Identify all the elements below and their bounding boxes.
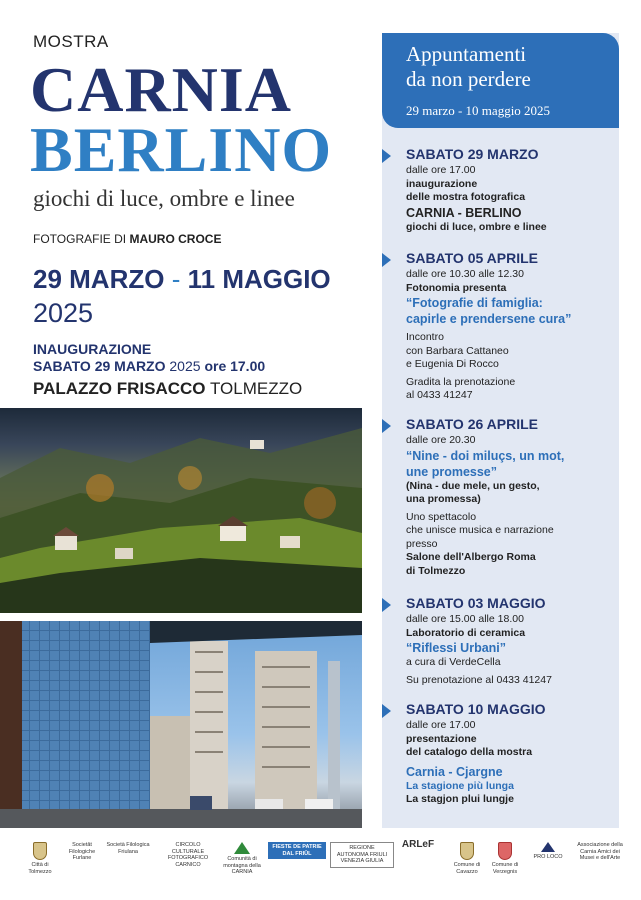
event-line: La stagjon plui lungje <box>406 793 514 805</box>
event-details <box>406 268 616 403</box>
date-end: 11 MAGGIO <box>187 264 331 294</box>
event-line: presso <box>406 537 438 550</box>
event-line: a cura di VerdeCella <box>406 656 501 668</box>
event-line: Incontro <box>406 331 444 343</box>
event-details <box>406 719 616 807</box>
arrow-marker-icon <box>382 704 391 718</box>
village-illustration <box>0 408 362 613</box>
logo-label: ARLeF <box>401 839 435 850</box>
logo-label: Società Filologica Friulana <box>106 842 150 855</box>
subtitle: giochi di luce, ombre e linee <box>33 186 295 211</box>
event-line: Salone dell'Albergo Roma <box>406 551 536 563</box>
event-line: una promessa) <box>406 493 481 505</box>
event-details <box>406 434 616 578</box>
mostra-label: MOSTRA <box>33 32 109 51</box>
event-details <box>406 164 616 234</box>
event-line: che unisce musica e narrazione <box>406 524 554 536</box>
logo-regione-fvg <box>330 842 394 868</box>
event-time: dalle ore 15.00 alle 18.00 <box>406 613 524 625</box>
logo-label: Comune di Cavazzo <box>453 862 481 875</box>
event-line: La stagione più lunga <box>406 779 514 792</box>
logo-sff <box>62 842 102 862</box>
panel-title-line2: da non perdere <box>406 67 531 91</box>
exhibition-year: 2025 <box>33 298 94 328</box>
venue-city: TOLMEZZO <box>209 379 303 398</box>
event-line: delle mostra fotografica <box>406 191 526 203</box>
event-line: con Barbara Cattaneo <box>406 344 509 357</box>
photographer-name: MAURO CROCE <box>129 232 222 246</box>
event-date: SABATO 05 APRILE <box>406 250 538 266</box>
event-line: (Nina - due mele, un gesto, <box>406 479 540 492</box>
logo-label: CIRCOLO CULTURALE FOTOGRAFICO CARNICO <box>167 842 209 868</box>
title-berlino: BERLINO <box>30 114 333 185</box>
crest-icon <box>33 842 47 860</box>
event-details <box>406 613 616 687</box>
event-line: del catalogo della mostra <box>406 746 533 758</box>
event-line: Carnia - Cjargne <box>406 764 503 779</box>
event-line: Uno spettacolo <box>406 510 477 523</box>
event-line: e Eugenia Di Rocco <box>406 358 499 370</box>
crest-icon <box>498 842 512 860</box>
arrow-marker-icon <box>382 598 391 612</box>
sponsor-logos <box>0 839 641 892</box>
exhibition-dates <box>33 264 331 295</box>
event-line: “Nine - doi miluçs, un mot, <box>406 448 565 463</box>
event-line: al 0433 41247 <box>406 389 473 401</box>
logo-label: Societât Filologiche Furlane <box>68 842 96 861</box>
arrow-marker-icon <box>382 253 391 267</box>
photo-prefix: FOTOGRAFIE DI <box>33 232 127 246</box>
event-line: inaugurazione <box>406 177 478 190</box>
inauguration-year: 2025 <box>169 358 201 374</box>
logo-fieste-patrie <box>268 842 326 859</box>
logo-circolo-fotografico <box>160 842 216 868</box>
inauguration-day: SABATO 29 MARZO <box>33 358 166 374</box>
event-date: SABATO 03 MAGGIO <box>406 595 546 611</box>
event-line: Fotonomia presenta <box>406 281 507 294</box>
event-line: “Riflessi Urbani” <box>406 641 507 655</box>
logo-cavazzo <box>450 842 484 875</box>
logo-label: REGIONE AUTONOMA FRIULI VENEZIA GIULIA <box>330 842 394 868</box>
panel-title <box>406 42 531 92</box>
event-line: presentazione <box>406 732 477 745</box>
logo-label: FIESTE DE PATRIE DAL FRIÛL <box>268 842 326 859</box>
logo-sff-it <box>104 842 152 855</box>
crest-icon <box>460 842 474 860</box>
photographer-credit <box>33 232 221 246</box>
panel-title-line1: Appuntamenti <box>406 42 527 66</box>
photo-berlin-towers <box>0 621 362 828</box>
venue <box>33 379 302 399</box>
inauguration-time: ore 17.00 <box>204 358 266 374</box>
title-carnia: CARNIA <box>30 54 292 125</box>
event-line: “Fotografie di famiglia: <box>406 296 543 310</box>
logo-label: Associazione della Carnia Amici dei Musei e dell'Arte <box>577 842 623 861</box>
date-start: 29 MARZO <box>33 264 165 294</box>
event-line: une promesse” <box>406 464 498 479</box>
logo-verzegnis <box>488 842 522 875</box>
arrow-marker-icon <box>382 149 391 163</box>
berlin-illustration <box>0 621 362 828</box>
logo-label: PRO LOCO <box>533 854 563 860</box>
logo-label: Città di Tolmezzo <box>28 862 52 875</box>
inauguration-info <box>33 341 265 375</box>
event-date: SABATO 29 MARZO <box>406 146 539 162</box>
event-date: SABATO 10 MAGGIO <box>406 701 546 717</box>
event-line: Gradita la prenotazione <box>406 375 516 388</box>
logo-comunita-carnia <box>220 842 264 876</box>
logo-pro-loco <box>528 842 568 861</box>
event-line: di Tolmezzo <box>406 564 466 577</box>
logo-arlef <box>398 839 438 850</box>
panel-date-range: 29 marzo - 10 maggio 2025 <box>406 103 551 118</box>
event-line: giochi di luce, ombre e linee <box>406 220 547 233</box>
event-time: dalle ore 17.00 <box>406 164 476 176</box>
inauguration-label: INAUGURAZIONE <box>33 341 152 357</box>
venue-name: PALAZZO FRISACCO <box>33 379 206 398</box>
event-line: Su prenotazione al 0433 41247 <box>406 673 552 686</box>
event-time: dalle ore 17.00 <box>406 719 476 731</box>
event-time: dalle ore 20.30 <box>406 434 476 446</box>
event-time: dalle ore 10.30 alle 12.30 <box>406 268 524 280</box>
event-date: SABATO 26 APRILE <box>406 416 538 432</box>
logo-tolmezzo <box>22 842 58 875</box>
photo-carnia-village <box>0 408 362 613</box>
logo-amici-musei <box>574 842 626 862</box>
mountain-icon <box>234 842 250 854</box>
inauguration-datetime <box>33 358 265 375</box>
event-line: capirle e prendersene cura” <box>406 312 572 326</box>
arrow-marker-icon <box>382 419 391 433</box>
events-panel-header <box>382 33 619 128</box>
event-line: CARNIA - BERLINO <box>406 205 522 220</box>
logo-label: Comune di Verzegnis <box>491 862 519 875</box>
logo-label: Comunità di montagna della CARNIA <box>223 856 261 875</box>
date-separator: - <box>171 264 181 294</box>
triangle-icon <box>541 842 555 852</box>
event-line: Laboratorio di ceramica <box>406 626 526 639</box>
